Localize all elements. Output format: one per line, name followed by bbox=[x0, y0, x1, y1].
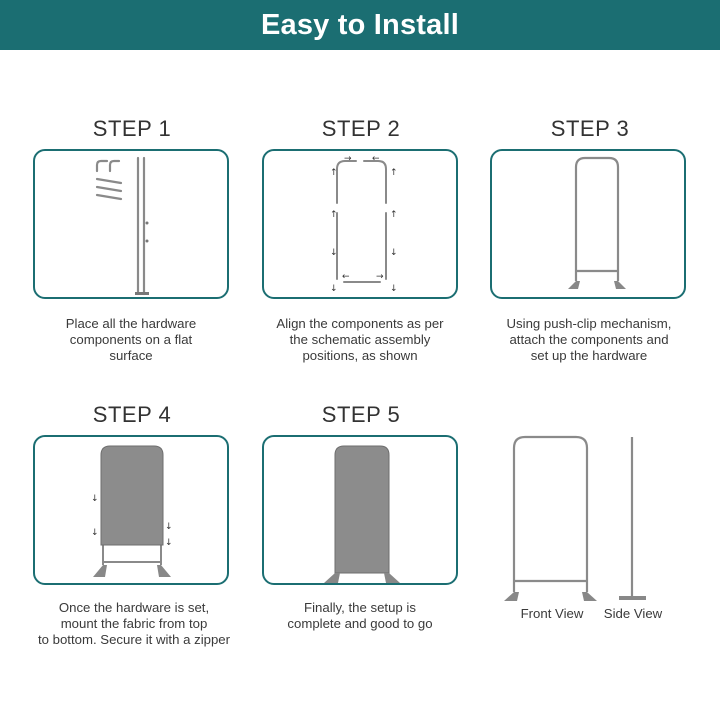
front-side-view-illustration bbox=[490, 400, 690, 610]
complete-setup-illustration bbox=[264, 437, 458, 585]
step-2-caption: Align the components as per the schematic assembly positions, as shown bbox=[276, 316, 444, 363]
step-3-card bbox=[490, 149, 686, 299]
step-4-caption: Once the hardware is set, mount the fabric from top to bottom. Secure it with a zipper bbox=[37, 600, 231, 647]
step-1-title: STEP 1 bbox=[92, 116, 172, 141]
header-banner bbox=[0, 0, 720, 50]
svg-text:↑: ↑ bbox=[390, 210, 398, 220]
svg-text:↓: ↓ bbox=[91, 528, 99, 538]
svg-text:↓: ↓ bbox=[390, 284, 398, 294]
step-5-card bbox=[262, 435, 458, 585]
svg-text:←: ← bbox=[342, 272, 350, 282]
svg-text:↑: ↑ bbox=[330, 168, 338, 178]
side-view-label: Side View bbox=[603, 606, 663, 621]
svg-text:→: → bbox=[344, 154, 352, 164]
svg-text:↓: ↓ bbox=[390, 248, 398, 258]
step-1-card bbox=[33, 149, 229, 299]
step-2-title: STEP 2 bbox=[321, 116, 401, 141]
step-4-title: STEP 4 bbox=[92, 402, 172, 427]
svg-text:↓: ↓ bbox=[165, 522, 173, 532]
svg-text:↓: ↓ bbox=[91, 494, 99, 504]
schematic-assembly-illustration bbox=[264, 151, 458, 299]
svg-text:↓: ↓ bbox=[330, 248, 338, 258]
step-3-caption: Using push-clip mechanism, attach the components and set up the hardware bbox=[506, 316, 672, 363]
hardware-parts-illustration bbox=[35, 151, 229, 299]
step-2-card bbox=[262, 149, 458, 299]
page-title: Easy to Install bbox=[260, 9, 459, 41]
svg-text:→: → bbox=[376, 272, 384, 282]
svg-text:↑: ↑ bbox=[390, 168, 398, 178]
step-5-title: STEP 5 bbox=[321, 402, 401, 427]
frame-views bbox=[490, 400, 690, 650]
step-1-caption: Place all the hardware components on a flat surface bbox=[65, 316, 197, 363]
front-view-label: Front View bbox=[520, 606, 584, 621]
step-4-card bbox=[33, 435, 229, 585]
svg-text:↓: ↓ bbox=[165, 538, 173, 548]
assembled-frame-illustration bbox=[492, 151, 686, 299]
step-3-title: STEP 3 bbox=[550, 116, 630, 141]
svg-text:←: ← bbox=[372, 154, 380, 164]
mount-fabric-illustration bbox=[35, 437, 229, 585]
step-5-caption: Finally, the setup is complete and good to go bbox=[287, 600, 433, 631]
svg-text:↓: ↓ bbox=[330, 284, 338, 294]
svg-text:↑: ↑ bbox=[330, 210, 338, 220]
